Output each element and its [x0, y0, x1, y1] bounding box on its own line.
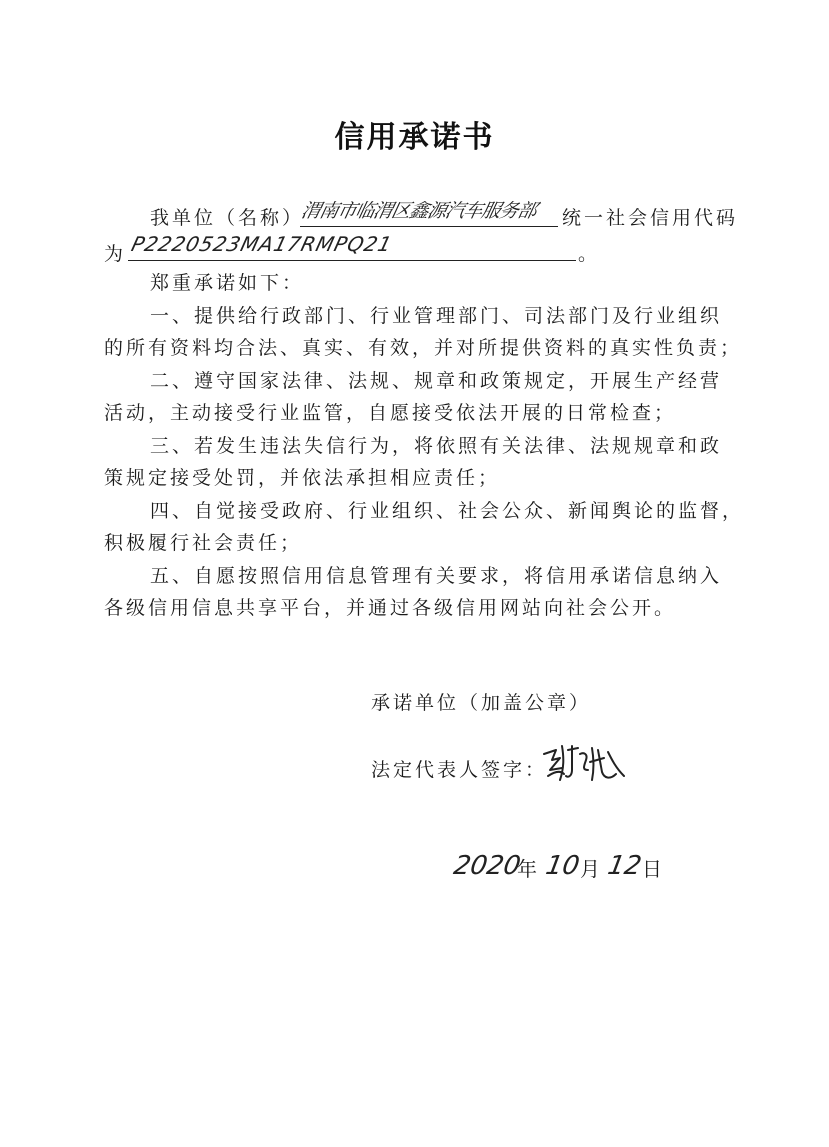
date-month-unit: 月	[580, 857, 603, 881]
clause-5-line-2: 各级信用信息共享平台，并通过各级信用网站向社会公开。	[104, 597, 677, 619]
date-day: 12	[605, 851, 644, 881]
document-title: 信用承诺书	[334, 120, 495, 155]
credit-code-handwritten: P2220523MA17RMPQ21	[129, 232, 395, 256]
company-name-underline	[300, 226, 558, 227]
code-suffix: 。	[578, 243, 601, 265]
rep-handwritten-signature	[538, 740, 633, 790]
intro-suffix: 统一社会信用代码	[562, 207, 739, 229]
clause-1-line-2: 的所有资料均合法、真实、有效，并对所提供资料的真实性负责；	[104, 337, 743, 359]
commit-heading: 郑重承诺如下：	[150, 272, 305, 294]
company-name-handwritten: 渭南市临渭区鑫源汽车服务部	[299, 200, 539, 222]
clause-4-line-2: 积极履行社会责任；	[104, 532, 303, 554]
clause-2-line-1: 二、遵守国家法律、法规、规章和政策规定，开展生产经营	[150, 370, 723, 392]
clause-1-line-1: 一、提供给行政部门、行业管理部门、司法部门及行业组织	[150, 305, 723, 327]
clause-2-line-2: 活动，主动接受行业监管，自愿接受依法开展的日常检查；	[104, 402, 677, 424]
clause-3-line-2: 策规定接受处罚，并依法承担相应责任；	[104, 467, 501, 489]
credit-code-underline	[128, 260, 576, 261]
clause-5-line-1: 五、自愿按照信用信息管理有关要求，将信用承诺信息纳入	[150, 565, 723, 587]
clause-4-line-1: 四、自觉接受政府、行业组织、社会公众、新闻舆论的监督，	[150, 500, 745, 522]
date-year-unit: 年	[517, 857, 540, 881]
date-year: 2020	[451, 851, 523, 881]
rep-signature-label: 法定代表人签字：	[371, 759, 548, 781]
intro-prefix: 我单位（名称）	[150, 207, 305, 229]
code-prefix: 为	[104, 243, 127, 265]
date-month: 10	[543, 851, 582, 881]
clause-3-line-1: 三、若发生违法失信行为，将依照有关法律、法规规章和政	[150, 435, 723, 457]
unit-seal-label: 承诺单位（加盖公章）	[371, 692, 592, 714]
date-day-unit: 日	[642, 857, 665, 881]
